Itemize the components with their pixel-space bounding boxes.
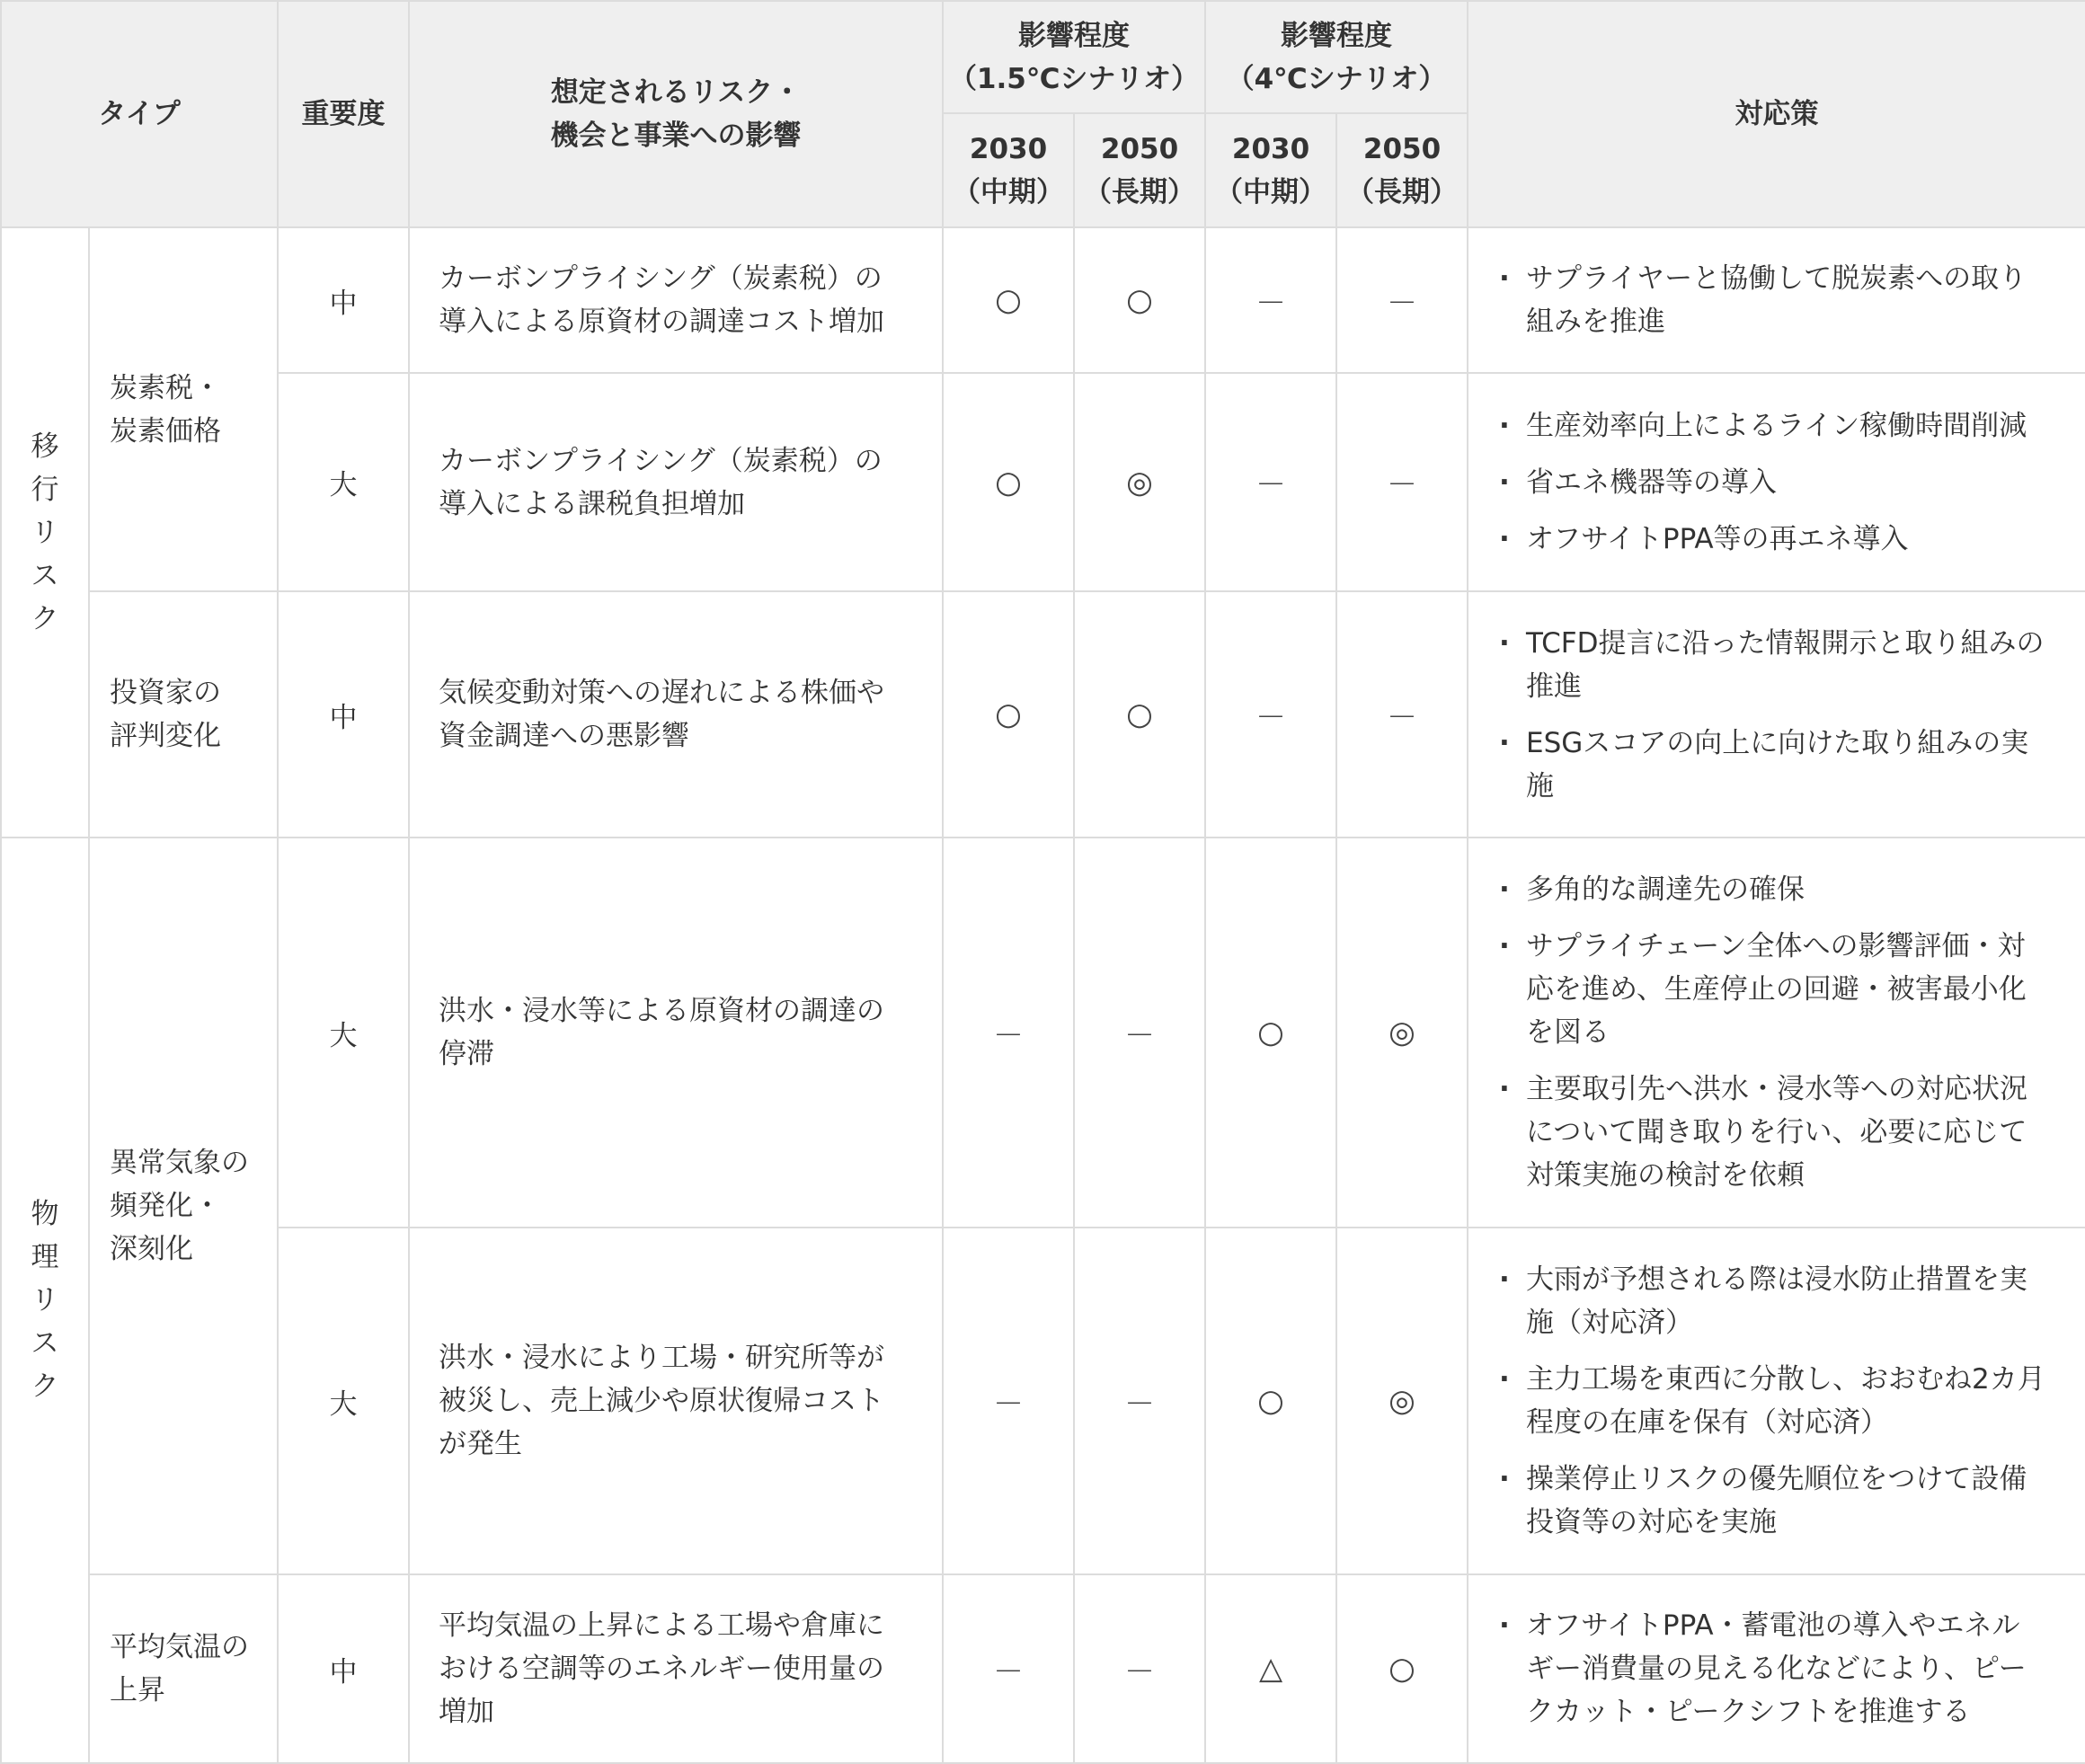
impact-4c-2030: －	[1205, 591, 1336, 838]
header-1-5c-2030	[943, 113, 1074, 227]
subtype-line: 上昇	[110, 1674, 165, 1706]
header-year: 2030	[1231, 132, 1310, 165]
header-term: （中期）	[1215, 175, 1327, 208]
header-term: （長期）	[1346, 175, 1459, 208]
impact-1-5c-2050: －	[1074, 838, 1205, 1228]
header-1-5c-2050	[1074, 113, 1205, 227]
category-label: 物理リスク	[31, 1198, 59, 1403]
importance-cell: 中	[278, 227, 409, 373]
table-row	[1, 227, 2085, 373]
impact-1-5c-2030: ○	[943, 227, 1074, 373]
importance-cell: 大	[278, 838, 409, 1228]
header-type: タイプ	[1, 1, 278, 227]
category-transition-risk	[1, 227, 89, 838]
subtype-line: 炭素価格	[110, 414, 221, 448]
measures-list	[1495, 868, 2058, 1197]
impact-4c-2050: ○	[1336, 1574, 1468, 1763]
subtype-investor-reputation	[89, 591, 278, 838]
risk-description	[409, 1228, 943, 1574]
risk-description	[409, 591, 943, 838]
measure-line: 応を進め、生産停止の回避・被害最小化	[1526, 973, 2027, 1006]
subtype-line: 平均気温の	[110, 1631, 249, 1663]
impact-4c-2030: ○	[1205, 1228, 1336, 1574]
header-year: 2030	[969, 132, 1048, 165]
risk-description	[409, 1574, 943, 1763]
header-4c-2030	[1205, 113, 1336, 227]
desc-line: 洪水・浸水等による原資材の調達の	[439, 995, 885, 1027]
header-impact-1-5c	[943, 1, 1205, 113]
impact-1-5c-2050: ◎	[1074, 373, 1205, 591]
impact-1-5c-2050: －	[1074, 1574, 1205, 1763]
table-row	[1, 591, 2085, 838]
header-risk-description	[409, 1, 943, 227]
desc-line: 停滞	[439, 1038, 495, 1070]
measure-line: 程度の在庫を保有（対応済）	[1526, 1406, 1889, 1439]
header-4c-2050	[1336, 113, 1468, 227]
subtype-line: 評判変化	[110, 720, 221, 752]
measure-item	[1495, 1258, 2058, 1344]
subtype-line: 異常気象の	[110, 1147, 249, 1179]
impact-1-5c-2050: ○	[1074, 591, 1205, 838]
measure-line: について聞き取りを行い、必要に応じて	[1526, 1116, 2027, 1148]
header-risk-line2: 機会と事業への影響	[550, 120, 802, 152]
importance-cell: 大	[278, 373, 409, 591]
measure-item	[1495, 1604, 2058, 1733]
measure-item	[1495, 1358, 2058, 1444]
measure-line: を図る	[1526, 1016, 1610, 1049]
table-header	[1, 1, 2085, 227]
header-impact-4c-line1: 影響程度	[1281, 19, 1393, 52]
risk-description	[409, 373, 943, 591]
measure-line: 組みを推進	[1526, 306, 1666, 338]
desc-line: 平均気温の上昇による工場や倉庫に	[439, 1609, 885, 1642]
desc-line: 気候変動対策への遅れによる株価や	[439, 677, 885, 709]
measures-cell	[1468, 227, 2085, 373]
measures-cell	[1468, 591, 2085, 838]
measure-line: 投資等の対応を実施	[1526, 1506, 1778, 1538]
measure-item	[1495, 404, 2058, 448]
table-row	[1, 1228, 2085, 1574]
category-label: 移行リスク	[31, 430, 59, 635]
desc-line: 資金調達への悪影響	[439, 720, 690, 752]
measure-item	[1495, 622, 2058, 708]
impact-4c-2050: ◎	[1336, 838, 1468, 1228]
subtype-line: 頻発化・	[110, 1190, 221, 1222]
desc-line: 導入による原資材の調達コスト増加	[439, 306, 885, 338]
impact-4c-2050: －	[1336, 591, 1468, 838]
desc-line: 洪水・浸水により工場・研究所等が	[439, 1342, 885, 1374]
measure-line: ギー消費量の見える化などにより、ピー	[1526, 1653, 2027, 1685]
importance-cell: 大	[278, 1228, 409, 1574]
measures-cell	[1468, 1228, 2085, 1574]
impact-1-5c-2030: ○	[943, 591, 1074, 838]
measure-item	[1495, 1458, 2058, 1544]
subtype-extreme-weather	[89, 838, 278, 1574]
measure-line: 対策実施の検討を依頼	[1526, 1159, 1806, 1192]
measure-line: · 省エネ機器等の導入	[1526, 465, 1778, 499]
measure-line: · 大雨が予想される際は浸水防止措置を実	[1526, 1263, 2028, 1296]
subtype-line: 炭素税・	[110, 371, 221, 404]
measure-item	[1495, 722, 2058, 808]
header-impact-4c	[1205, 1, 1468, 113]
importance-cell: 中	[278, 1574, 409, 1763]
measure-line: クカット・ピークシフトを推進する	[1526, 1696, 1971, 1728]
measure-line: · オフサイトPPA等の再エネ導入	[1526, 522, 1909, 555]
table-body	[1, 227, 2085, 1763]
desc-line: おける空調等のエネルギー使用量の	[439, 1653, 885, 1685]
impact-1-5c-2050: ○	[1074, 227, 1205, 373]
table-row	[1, 373, 2085, 591]
header-year: 2050	[1100, 132, 1179, 165]
impact-4c-2050: －	[1336, 373, 1468, 591]
measure-item	[1495, 868, 2058, 911]
risk-description	[409, 227, 943, 373]
measure-line: 推進	[1526, 669, 1583, 703]
risk-description	[409, 838, 943, 1228]
measure-line: · オフサイトPPA・蓄電池の導入やエネル	[1526, 1609, 2020, 1642]
measures-cell	[1468, 838, 2085, 1228]
measure-item	[1495, 1068, 2058, 1197]
measures-cell	[1468, 1574, 2085, 1763]
measure-line: 施	[1526, 769, 1555, 802]
impact-1-5c-2030: －	[943, 1228, 1074, 1574]
desc-line: カーボンプライシング（炭素税）の	[439, 262, 883, 295]
measures-list	[1495, 622, 2058, 808]
impact-1-5c-2050: －	[1074, 1228, 1205, 1574]
subtype-line: 投資家の	[110, 677, 221, 709]
impact-4c-2030: －	[1205, 373, 1336, 591]
measure-item	[1495, 925, 2058, 1054]
measure-line: · TCFD提言に沿った情報開示と取り組みの	[1526, 626, 2045, 660]
header-term: （長期）	[1084, 175, 1196, 208]
desc-line: カーボンプライシング（炭素税）の	[439, 444, 883, 477]
measure-item	[1495, 257, 2058, 343]
measure-line: 施（対応済）	[1526, 1307, 1694, 1339]
subtype-line: 深刻化	[110, 1233, 193, 1265]
header-measures: 対応策	[1468, 1, 2085, 227]
measure-line: · 主力工場を東西に分散し、おおむね2カ月	[1526, 1363, 2045, 1396]
measures-list	[1495, 257, 2058, 343]
desc-line: 増加	[439, 1696, 495, 1728]
header-importance: 重要度	[278, 1, 409, 227]
measure-line: · 主要取引先へ洪水・浸水等への対応状況	[1526, 1073, 2028, 1105]
measure-line: · サプライチェーン全体への影響評価・対	[1526, 930, 2026, 962]
measure-item	[1495, 461, 2058, 504]
measures-cell	[1468, 373, 2085, 591]
impact-4c-2050: ◎	[1336, 1228, 1468, 1574]
impact-4c-2030: ○	[1205, 838, 1336, 1228]
subtype-temperature-rise	[89, 1574, 278, 1763]
impact-1-5c-2030: －	[943, 1574, 1074, 1763]
header-year: 2050	[1362, 132, 1442, 165]
measure-line: · ESGスコアの向上に向けた取り組みの実	[1526, 726, 2029, 759]
impact-4c-2050: －	[1336, 227, 1468, 373]
measure-line: · 生産効率向上によるライン稼働時間削減	[1526, 409, 2027, 442]
header-term: （中期）	[953, 175, 1065, 208]
measures-list	[1495, 1258, 2058, 1544]
table-row	[1, 1574, 2085, 1763]
measure-line: · 操業停止リスクの優先順位をつけて設備	[1526, 1463, 2027, 1495]
desc-line: が発生	[439, 1428, 523, 1460]
header-impact-4c-line2: （4℃シナリオ）	[1226, 62, 1447, 95]
header-impact-1-5c-line2: （1.5℃シナリオ）	[948, 62, 1200, 95]
desc-line: 被災し、売上減少や原状復帰コスト	[439, 1385, 885, 1417]
impact-1-5c-2030: －	[943, 838, 1074, 1228]
header-impact-1-5c-line1: 影響程度	[1018, 19, 1131, 52]
header-risk-line1: 想定されるリスク・	[550, 76, 802, 109]
category-physical-risk	[1, 838, 89, 1763]
impact-4c-2030: －	[1205, 227, 1336, 373]
subtype-carbon-tax	[89, 227, 278, 591]
measures-list	[1495, 1604, 2058, 1733]
impact-4c-2030: △	[1205, 1574, 1336, 1763]
measures-list	[1495, 404, 2058, 561]
desc-line: 導入による課税負担増加	[439, 487, 746, 520]
impact-1-5c-2030: ○	[943, 373, 1074, 591]
measure-line: · サプライヤーと協働して脱炭素への取り	[1526, 262, 2027, 295]
measure-item	[1495, 518, 2058, 561]
measure-line: · 多角的な調達先の確保	[1526, 873, 1806, 906]
importance-cell: 中	[278, 591, 409, 838]
table-row	[1, 838, 2085, 1228]
